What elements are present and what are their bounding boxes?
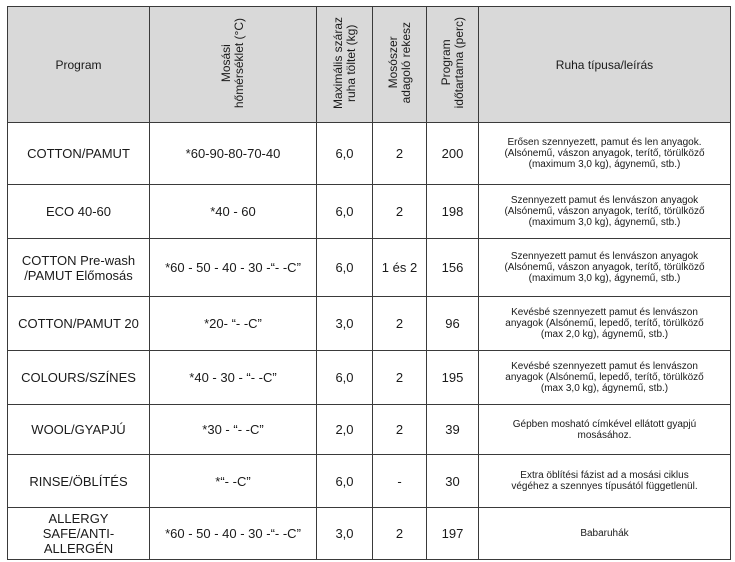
load-cell: 6,0 — [317, 123, 373, 185]
table-row — [8, 297, 731, 351]
description-cell: Erősen szennyezett, pamut és len anyagok. (Alsónemű, vászon anyagok, terítő, törülköző (maximum 3,0 kg), ágynemű, stb.) — [479, 123, 731, 185]
description-cell: Extra öblítési fázist ad a mosási ciklus végéhez a szennyes típusától függetlenül. — [479, 455, 731, 508]
header-temperature — [150, 7, 317, 123]
drawer-cell: 2 — [373, 123, 427, 185]
program-cell: RINSE/ÖBLÍTÉS — [8, 455, 150, 508]
header-max-load — [317, 7, 373, 123]
drawer-cell: 2 — [373, 405, 427, 455]
drawer-cell: - — [373, 455, 427, 508]
drawer-cell: 2 — [373, 297, 427, 351]
program-cell: COLOURS/SZÍNES — [8, 351, 150, 405]
header-detergent-label: Mosószer adagoló rekesz — [385, 22, 413, 104]
header-program: Program — [8, 7, 150, 123]
load-cell: 6,0 — [317, 455, 373, 508]
temperature-cell: *40 - 30 - “- -C” — [150, 351, 317, 405]
load-cell: 6,0 — [317, 351, 373, 405]
description-cell: Babaruhák — [479, 508, 731, 560]
temperature-cell: *60 - 50 - 40 - 30 -“- -C” — [150, 508, 317, 560]
description-cell: Gépben mosható címkével ellátott gyapjú mosásához. — [479, 405, 731, 455]
temperature-cell: *30 - “- -C” — [150, 405, 317, 455]
table-row — [8, 123, 731, 185]
program-cell: WOOL/GYAPJÚ — [8, 405, 150, 455]
header-description: Ruha típusa/leírás — [479, 7, 731, 123]
program-table — [7, 6, 731, 560]
program-cell: COTTON Pre-wash /PAMUT Előmosás — [8, 239, 150, 297]
temperature-cell: *60 - 50 - 40 - 30 -“- -C” — [150, 239, 317, 297]
table-row — [8, 405, 731, 455]
drawer-cell: 2 — [373, 351, 427, 405]
header-temperature-label: Mosási hőmérséklet (°C) — [219, 17, 246, 109]
drawer-cell: 2 — [373, 185, 427, 239]
program-cell: ECO 40-60 — [8, 185, 150, 239]
temperature-cell: *20- “- -C” — [150, 297, 317, 351]
table-row — [8, 239, 731, 297]
load-cell: 6,0 — [317, 185, 373, 239]
table-row — [8, 185, 731, 239]
header-max-load-label: Maximális száraz ruha töltet (kg) — [330, 16, 358, 109]
temperature-cell: *“- -C” — [150, 455, 317, 508]
header-duration — [427, 7, 479, 123]
header-row — [8, 7, 731, 123]
table-row — [8, 508, 731, 560]
table-row — [8, 455, 731, 508]
load-cell: 3,0 — [317, 297, 373, 351]
program-cell: COTTON/PAMUT 20 — [8, 297, 150, 351]
description-cell: Kevésbé szennyezett pamut és lenvászon anyagok (Alsónemű, lepedő, terítő, törülköző (max 2,0 kg), ágynemű, stb.) — [479, 297, 731, 351]
description-cell: Szennyezett pamut és lenvászon anyagok (Alsónemű, vászon anyagok, terítő, törülköző (maximum 3,0 kg), ágynemű, stb.) — [479, 239, 731, 297]
duration-cell: 96 — [427, 297, 479, 351]
drawer-cell: 2 — [373, 508, 427, 560]
duration-cell: 30 — [427, 455, 479, 508]
duration-cell: 39 — [427, 405, 479, 455]
description-cell: Szennyezett pamut és lenvászon anyagok (Alsónemű, vászon anyagok, terítő, törülköző (maximum 3,0 kg), ágynemű, stb.) — [479, 185, 731, 239]
duration-cell: 197 — [427, 508, 479, 560]
temperature-cell: *60-90-80-70-40 — [150, 123, 317, 185]
drawer-cell: 1 és 2 — [373, 239, 427, 297]
load-cell: 2,0 — [317, 405, 373, 455]
duration-cell: 156 — [427, 239, 479, 297]
header-duration-label: Program időtartama (perc) — [438, 17, 466, 109]
temperature-cell: *40 - 60 — [150, 185, 317, 239]
table-row — [8, 351, 731, 405]
program-cell: COTTON/PAMUT — [8, 123, 150, 185]
duration-cell: 198 — [427, 185, 479, 239]
load-cell: 6,0 — [317, 239, 373, 297]
program-cell: ALLERGY SAFE/ANTI- ALLERGÉN — [8, 508, 150, 560]
description-cell: Kevésbé szennyezett pamut és lenvászon anyagok (Alsónemű, lepedő, terítő, törülköző (max 3,0 kg), ágynemű, stb.) — [479, 351, 731, 405]
header-detergent — [373, 7, 427, 123]
load-cell: 3,0 — [317, 508, 373, 560]
duration-cell: 195 — [427, 351, 479, 405]
duration-cell: 200 — [427, 123, 479, 185]
